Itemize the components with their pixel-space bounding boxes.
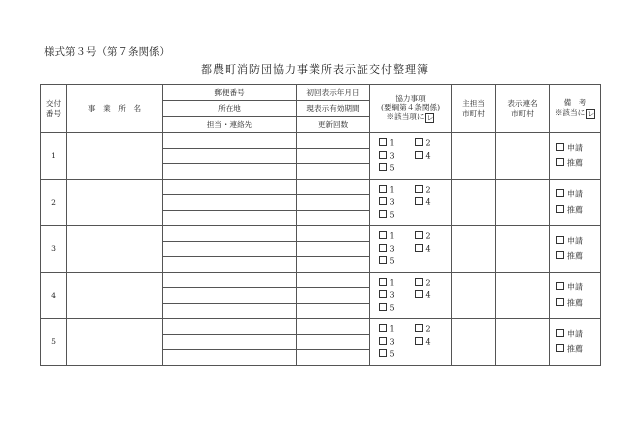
checkbox-icon [415,324,423,332]
checkbox-icon [415,151,423,159]
header-issue-number: 交付 番号 [41,85,67,133]
postal-code-cell[interactable] [163,133,297,149]
coop-option[interactable]: 4 [415,290,443,301]
coop-option[interactable]: 3 [379,337,415,348]
joint-municipality-cell[interactable] [496,319,550,366]
renewal-count-cell[interactable] [297,210,370,226]
main-municipality-cell[interactable] [452,226,496,273]
checkbox-icon [379,303,387,311]
first-display-date-cell[interactable] [297,272,370,288]
checkbox-icon [415,185,423,193]
checkbox-icon [379,138,387,146]
remarks-option-recommendation[interactable]: 推薦 [556,251,583,262]
checkbox-icon [556,189,564,197]
checkbox-icon [379,210,387,218]
first-display-date-cell[interactable] [297,179,370,195]
address-cell[interactable] [163,148,297,164]
coop-option[interactable]: 1 [379,278,415,289]
checkbox-icon [415,231,423,239]
table-row [41,179,601,195]
joint-municipality-cell[interactable] [496,133,550,180]
contact-cell[interactable] [163,303,297,319]
business-name-cell[interactable] [67,133,163,180]
address-cell[interactable] [163,334,297,350]
renewal-count-cell[interactable] [297,257,370,273]
remarks-option-recommendation[interactable]: 推薦 [556,158,583,169]
coop-option[interactable]: 4 [415,337,443,348]
business-name-cell[interactable] [67,319,163,366]
form-number-label: 様式第３号（第７条関係） [44,46,170,58]
header-renewal-count: 更新回数 [297,117,370,133]
coop-option[interactable]: 4 [415,197,443,208]
checkbox-icon [379,185,387,193]
remarks-option-application[interactable]: 申請 [556,329,583,340]
remarks-cell [550,226,601,273]
header-validity-period: 現表示有効期間 [297,101,370,117]
checkbox-icon [379,151,387,159]
header-contact: 担当・連絡先 [163,117,297,133]
coop-option[interactable]: 4 [415,244,443,255]
cooperation-items-cell [370,272,452,319]
row-number: 3 [41,226,67,273]
checkbox-icon [379,290,387,298]
header-address: 所在地 [163,101,297,117]
main-municipality-cell[interactable] [452,179,496,226]
remarks-cell [550,179,601,226]
remarks-option-recommendation[interactable]: 推薦 [556,205,583,216]
remarks-cell [550,272,601,319]
coop-option[interactable]: 2 [415,138,443,149]
coop-option[interactable]: 1 [379,138,415,149]
checkbox-icon [415,278,423,286]
table-row [41,133,601,149]
contact-cell[interactable] [163,350,297,366]
document-title: 都農町消防団協力事業所表示証交付整理簿 [201,63,429,76]
coop-option[interactable]: 1 [379,324,415,335]
main-municipality-cell[interactable] [452,133,496,180]
checkbox-icon [556,298,564,306]
checkbox-icon [556,329,564,337]
coop-option[interactable]: 1 [379,185,415,196]
address-cell[interactable] [163,288,297,304]
checkbox-icon [556,143,564,151]
coop-option[interactable]: 3 [379,244,415,255]
joint-municipality-cell[interactable] [496,179,550,226]
renewal-count-cell[interactable] [297,164,370,180]
checkbox-icon [415,197,423,205]
coop-option[interactable]: 5 [379,349,415,360]
postal-code-cell[interactable] [163,226,297,242]
coop-option[interactable]: 3 [379,290,415,301]
remarks-cell [550,133,601,180]
header-joint-municipality: 表示連名 市町村 [496,85,550,133]
checkbox-icon [556,251,564,259]
coop-option[interactable]: 1 [379,231,415,242]
coop-option[interactable]: 4 [415,151,443,162]
row-number: 1 [41,133,67,180]
checkbox-icon [379,337,387,345]
table-row [41,319,601,335]
checkbox-icon [556,344,564,352]
coop-option[interactable]: 5 [379,303,415,314]
first-display-date-cell[interactable] [297,319,370,335]
cooperation-items-cell [370,319,452,366]
check-mark-icon: レ [426,114,434,123]
renewal-count-cell[interactable] [297,350,370,366]
remarks-option-recommendation[interactable]: 推薦 [556,298,583,309]
contact-cell[interactable] [163,210,297,226]
header-main-municipality: 主担当 市町村 [452,85,496,133]
coop-option[interactable]: 2 [415,278,443,289]
postal-code-cell[interactable] [163,319,297,335]
coop-option[interactable]: 2 [415,185,443,196]
checkbox-icon [379,231,387,239]
remarks-option-application[interactable]: 申請 [556,189,583,200]
checkbox-icon [379,256,387,264]
address-cell[interactable] [163,195,297,211]
checkbox-icon [379,197,387,205]
coop-option[interactable]: 2 [415,231,443,242]
header-postal-code: 郵便番号 [163,85,297,101]
joint-municipality-cell[interactable] [496,272,550,319]
main-municipality-cell[interactable] [452,319,496,366]
checkbox-icon [415,138,423,146]
coop-option[interactable]: 2 [415,324,443,335]
remarks-cell [550,319,601,366]
joint-municipality-cell[interactable] [496,226,550,273]
check-mark-icon: レ [587,109,595,118]
checkbox-icon [379,244,387,252]
checkbox-icon [556,282,564,290]
remarks-option-application[interactable]: 申請 [556,282,583,293]
row-number: 5 [41,319,67,366]
coop-option[interactable]: 5 [379,210,415,221]
checkbox-icon [556,236,564,244]
checkbox-icon [379,324,387,332]
row-number: 2 [41,179,67,226]
first-display-date-cell[interactable] [297,226,370,242]
register-table [40,84,601,366]
checkbox-icon [556,158,564,166]
address-cell[interactable] [163,241,297,257]
business-name-cell[interactable] [67,226,163,273]
validity-period-cell[interactable] [297,334,370,350]
main-municipality-cell[interactable] [452,272,496,319]
cooperation-items-cell [370,133,452,180]
header-business-name: 事 業 所 名 [67,85,163,133]
business-name-cell[interactable] [67,179,163,226]
coop-option[interactable]: 3 [379,197,415,208]
checkbox-icon [415,290,423,298]
remarks-option-application[interactable]: 申請 [556,236,583,247]
cooperation-items-cell [370,179,452,226]
contact-cell[interactable] [163,164,297,180]
validity-period-cell[interactable] [297,241,370,257]
checkbox-icon [415,244,423,252]
coop-option[interactable]: 5 [379,256,415,267]
first-display-date-cell[interactable] [297,133,370,149]
checkbox-icon [556,205,564,213]
cooperation-items-cell [370,226,452,273]
checkbox-icon [415,337,423,345]
remarks-option-application[interactable]: 申請 [556,143,583,154]
checkbox-icon [379,278,387,286]
header-remarks: 備 考 ※該当に レ [550,85,601,133]
validity-period-cell[interactable] [297,195,370,211]
validity-period-cell[interactable] [297,148,370,164]
contact-cell[interactable] [163,257,297,273]
coop-option[interactable]: 5 [379,163,415,174]
header-cooperation-items: 協力事項 (要綱第４条関係) ※該当項に レ [370,85,452,133]
validity-period-cell[interactable] [297,288,370,304]
remarks-option-recommendation[interactable]: 推薦 [556,344,583,355]
row-number: 4 [41,272,67,319]
header-first-display-date: 初回表示年月日 [297,85,370,101]
postal-code-cell[interactable] [163,179,297,195]
checkbox-icon [379,163,387,171]
coop-option[interactable]: 3 [379,151,415,162]
table-row [41,226,601,242]
business-name-cell[interactable] [67,272,163,319]
renewal-count-cell[interactable] [297,303,370,319]
checkbox-icon [379,349,387,357]
table-row [41,272,601,288]
postal-code-cell[interactable] [163,272,297,288]
